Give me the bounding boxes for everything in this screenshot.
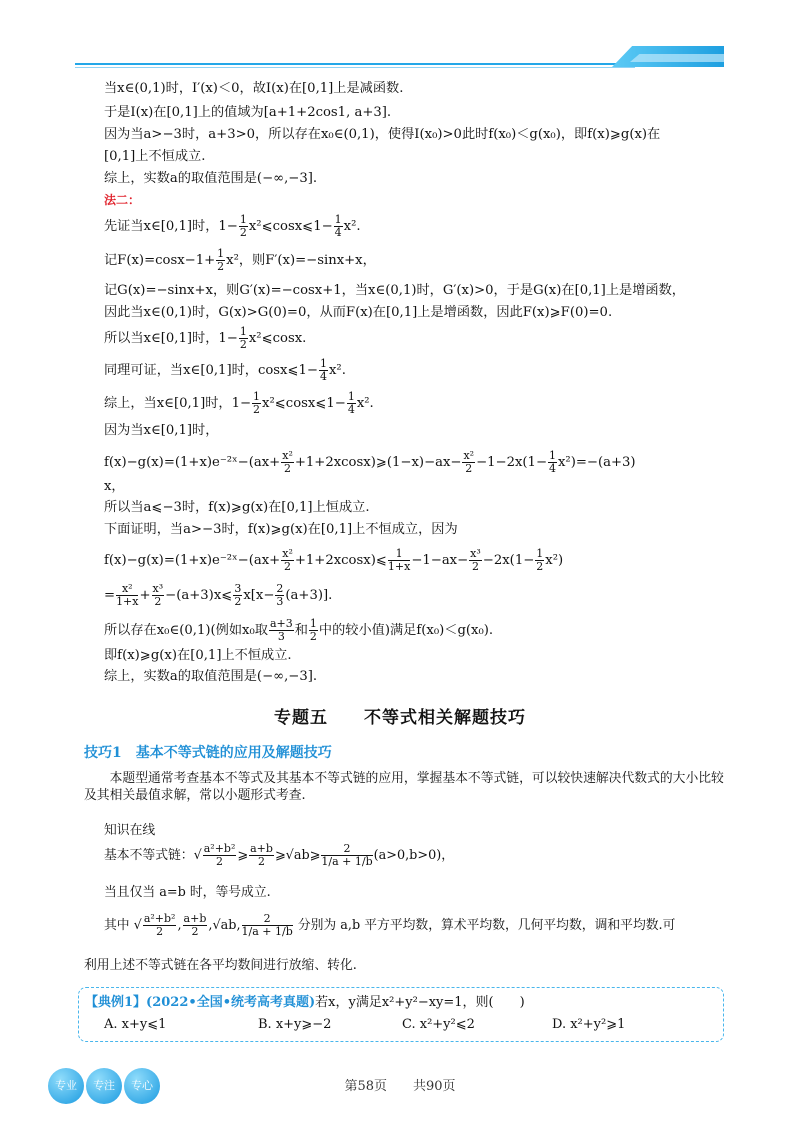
text: √ab bbox=[285, 848, 310, 863]
text: 分别为 a,b 平方平均数，算术平均数，几何平均数，调和平均数.可 bbox=[297, 918, 676, 933]
option-a[interactable]: A. x+y⩽1 bbox=[104, 1017, 167, 1032]
fraction: $\frac{\text{x³}}{2}$ bbox=[152, 582, 164, 608]
fraction: $\frac{2}{1/a + 1/b}$ bbox=[241, 912, 293, 938]
fraction: $\frac{1}{4}$ bbox=[334, 213, 342, 239]
fraction: $\frac{\text{x²}}{1+x}$ bbox=[116, 582, 139, 608]
section-title-number: 专题五 bbox=[274, 708, 328, 728]
fraction: $\frac{a+b}{2}$ bbox=[183, 912, 207, 938]
solution-line: x， bbox=[104, 479, 125, 494]
fraction: $\frac{1}{2}$ bbox=[536, 547, 544, 573]
solution-line: 记G(x)=−sinx+x，则G′(x)=−cosx+1，当x∈(0,1)时，G′(x)>0，于是G(x)在[0,1]上是增函数， bbox=[104, 283, 685, 298]
solution-line bbox=[104, 248, 376, 273]
footer-badge: 专心 bbox=[124, 1068, 160, 1104]
solution-line: 综上，实数a的取值范围是(−∞,−3]. bbox=[104, 171, 318, 186]
text: (a+3)]. bbox=[285, 588, 333, 603]
example-title bbox=[85, 991, 525, 1010]
fraction: $\frac{a+3}{3}$ bbox=[269, 617, 293, 643]
text: 所以存在x₀∈(0,1)(例如x₀取 bbox=[104, 623, 268, 638]
text: +1+2xcosx)⩾(1−x)−ax− bbox=[294, 455, 462, 470]
text: x²⩽cosx. bbox=[248, 331, 307, 346]
solution-line: 因为当a>−3时，a+3>0，所以存在x₀∈(0,1)，使得I(x₀)>0此时f(x₀)＜g(x₀)，即f(x)⩾g(x)在 bbox=[104, 127, 661, 142]
solution-line: 即f(x)⩾g(x)在[0,1]上不恒成立. bbox=[104, 648, 292, 663]
option-c[interactable]: C. x²+y²⩽2 bbox=[402, 1017, 475, 1032]
text: ⩾ bbox=[237, 848, 249, 863]
fraction: $\frac{\text{x²}}{2}$ bbox=[282, 547, 293, 573]
total-pages: 共90页 bbox=[413, 1079, 456, 1094]
solution-line: 因为当x∈[0,1]时， bbox=[104, 423, 219, 438]
text: (a>0,b>0)， bbox=[373, 848, 455, 863]
section-title bbox=[0, 703, 800, 728]
solution-line bbox=[104, 326, 306, 351]
fraction: $\frac{\text{a²+b²}}{2}$ bbox=[143, 912, 176, 938]
text: = bbox=[104, 588, 116, 603]
text: ⩾ bbox=[274, 848, 286, 863]
solution-line: 因此当x∈(0,1)时，G(x)>G(0)=0，从而F(x)在[0,1]上是增函数，因此F(x)⩾F(0)=0. bbox=[104, 305, 613, 320]
solution-line: [0,1]上不恒成立. bbox=[104, 149, 206, 164]
fraction: $\frac{1}{4}$ bbox=[347, 390, 355, 416]
fraction: $\frac{2}{3}$ bbox=[276, 582, 284, 608]
intro-paragraph: 本题型通常考查基本不等式及其基本不等式链的应用，掌握基本不等式链，可以较快速解决代数式的大小比较及其相关最值求解，常以小题形式考查. bbox=[84, 771, 724, 803]
fraction: $\frac{1}{2}$ bbox=[239, 325, 247, 351]
text: 所以当x∈[0,1]时，1− bbox=[104, 331, 238, 346]
text: 同理可证，当x∈[0,1]时，cosx⩽1− bbox=[104, 363, 318, 378]
text: x². bbox=[328, 363, 346, 378]
text: f(x)−g(x)=(1+x)e⁻²ˣ−(ax+ bbox=[104, 455, 281, 470]
fraction: $\frac{3}{2}$ bbox=[234, 582, 242, 608]
option-d[interactable]: D. x²+y²⩾1 bbox=[552, 1017, 626, 1032]
header-rule-thin bbox=[75, 67, 635, 68]
text: 综上，当x∈[0,1]时，1− bbox=[104, 396, 252, 411]
solution-line: 综上，实数a的取值范围是(−∞,−3]. bbox=[104, 669, 318, 684]
text: x². bbox=[356, 396, 374, 411]
current-page: 第58页 bbox=[344, 1079, 387, 1094]
text: x²) bbox=[545, 553, 564, 568]
fraction: $\frac{1}{2}$ bbox=[309, 617, 317, 643]
fraction: $\frac{\text{x³}}{2}$ bbox=[470, 547, 481, 573]
text: ⩾ bbox=[309, 848, 321, 863]
text: +1+2xcosx)⩽ bbox=[294, 553, 387, 568]
fraction: $\frac{\text{x²}}{2}$ bbox=[282, 449, 293, 475]
solution-line: 于是I(x)在[0,1]上的值域为[a+1+2cos1, a+3]. bbox=[104, 105, 392, 120]
page-number bbox=[0, 1075, 800, 1094]
text: −(a+3)x⩽ bbox=[165, 588, 233, 603]
solution-line bbox=[104, 214, 361, 239]
text: −2x(1− bbox=[482, 553, 535, 568]
fraction: $\frac{\text{x²}}{2}$ bbox=[463, 449, 475, 475]
text: x²⩽cosx⩽1− bbox=[248, 219, 333, 234]
solution-line: 下面证明，当a>−3时，f(x)⩾g(x)在[0,1]上不恒成立，因为 bbox=[104, 522, 458, 537]
example-source: (2022•全国•统考高考真题) bbox=[146, 995, 316, 1010]
text: x². bbox=[343, 219, 361, 234]
text: x[x− bbox=[243, 588, 275, 603]
fraction: $\frac{1}{2}$ bbox=[253, 390, 261, 416]
skill-title: 技巧1 基本不等式链的应用及解题技巧 bbox=[84, 745, 332, 761]
text: 其中 bbox=[104, 918, 130, 933]
text: 中的较小值)满足f(x₀)＜g(x₀). bbox=[318, 623, 494, 638]
means-description: 其中 √ $\frac{\text{a²+b²}}{2}$ , $\frac{a+b}{2}$ ,√ab, $\frac{2}{1/a + 1/b}$ 分别为 a,b 平方平均数，算术平均数，几何平均数，调和平均数.可 bbox=[104, 912, 676, 938]
fraction: $\frac{1}{4}$ bbox=[549, 449, 556, 475]
solution-line: = $\frac{\text{x²}}{1+x}$ + $\frac{\text{x³}}{2}$ −(a+3)x⩽ $\frac{3}{2}$ x[x− $\frac{2}{3}$ (a+3)]. bbox=[104, 582, 333, 608]
text: f(x)−g(x)=(1+x)e⁻²ˣ−(ax+ bbox=[104, 553, 281, 568]
option-b[interactable]: B. x+y⩾−2 bbox=[258, 1017, 332, 1032]
text: x²，则F′(x)=−sinx+x， bbox=[226, 253, 376, 268]
footer-badge: 专业 bbox=[48, 1068, 84, 1104]
example-stem: 若x，y满足x²+y²−xy=1，则( ) bbox=[315, 995, 525, 1010]
solution-line bbox=[104, 618, 493, 643]
knowledge-label: 知识在线 bbox=[104, 823, 156, 838]
chain-label: 基本不等式链： bbox=[104, 848, 194, 863]
text: 先证当x∈[0,1]时，1− bbox=[104, 219, 238, 234]
solution-line bbox=[104, 548, 563, 573]
text: √ab bbox=[212, 918, 237, 933]
text: 和 bbox=[294, 623, 308, 638]
inequality-chain: 基本不等式链：√ $\frac{\text{a²+b²}}{2}$ ⩾ $\frac{a+b}{2}$ ⩾√ab⩾ $\frac{2}{1/a + 1/b}$ (a>0,b>0)， bbox=[104, 842, 455, 868]
solution-line: 当x∈(0,1)时，I′(x)＜0，故I(x)在[0,1]上是减函数. bbox=[104, 81, 404, 96]
solution-line bbox=[104, 450, 636, 475]
means-description-continued: 利用上述不等式链在各平均数间进行放缩、转化. bbox=[84, 958, 357, 973]
text: 记F(x)=cosx−1+ bbox=[104, 253, 216, 268]
fraction: $\frac{1}{1+x}$ bbox=[387, 547, 411, 573]
fraction: $\frac{\text{a²+b²}}{2}$ bbox=[203, 842, 236, 868]
header-rule bbox=[75, 63, 635, 65]
section-title-text: 不等式相关解题技巧 bbox=[364, 708, 526, 728]
text: x²⩽cosx⩽1− bbox=[262, 396, 346, 411]
text: −1−2x(1− bbox=[476, 455, 547, 470]
footer-badge: 专注 bbox=[86, 1068, 122, 1104]
fraction: $\frac{1}{2}$ bbox=[239, 213, 247, 239]
fraction: $\frac{a+b}{2}$ bbox=[250, 842, 273, 868]
solution-line bbox=[104, 391, 374, 416]
solution-line: 所以当a⩽−3时，f(x)⩾g(x)在[0,1]上恒成立. bbox=[104, 500, 370, 515]
header-tab-highlight bbox=[630, 54, 724, 62]
fraction: $\frac{2}{1/a + 1/b}$ bbox=[321, 842, 373, 868]
method-two-label: 法二： bbox=[104, 193, 141, 207]
solution-line bbox=[104, 358, 346, 383]
text: x²)=−(a+3) bbox=[558, 455, 636, 470]
text: −1−ax− bbox=[411, 553, 469, 568]
fraction: $\frac{1}{2}$ bbox=[217, 247, 225, 273]
example-tag: 【典例1】 bbox=[85, 995, 147, 1010]
equality-condition: 当且仅当 a=b 时，等号成立. bbox=[104, 885, 271, 900]
fraction: $\frac{1}{4}$ bbox=[319, 357, 327, 383]
